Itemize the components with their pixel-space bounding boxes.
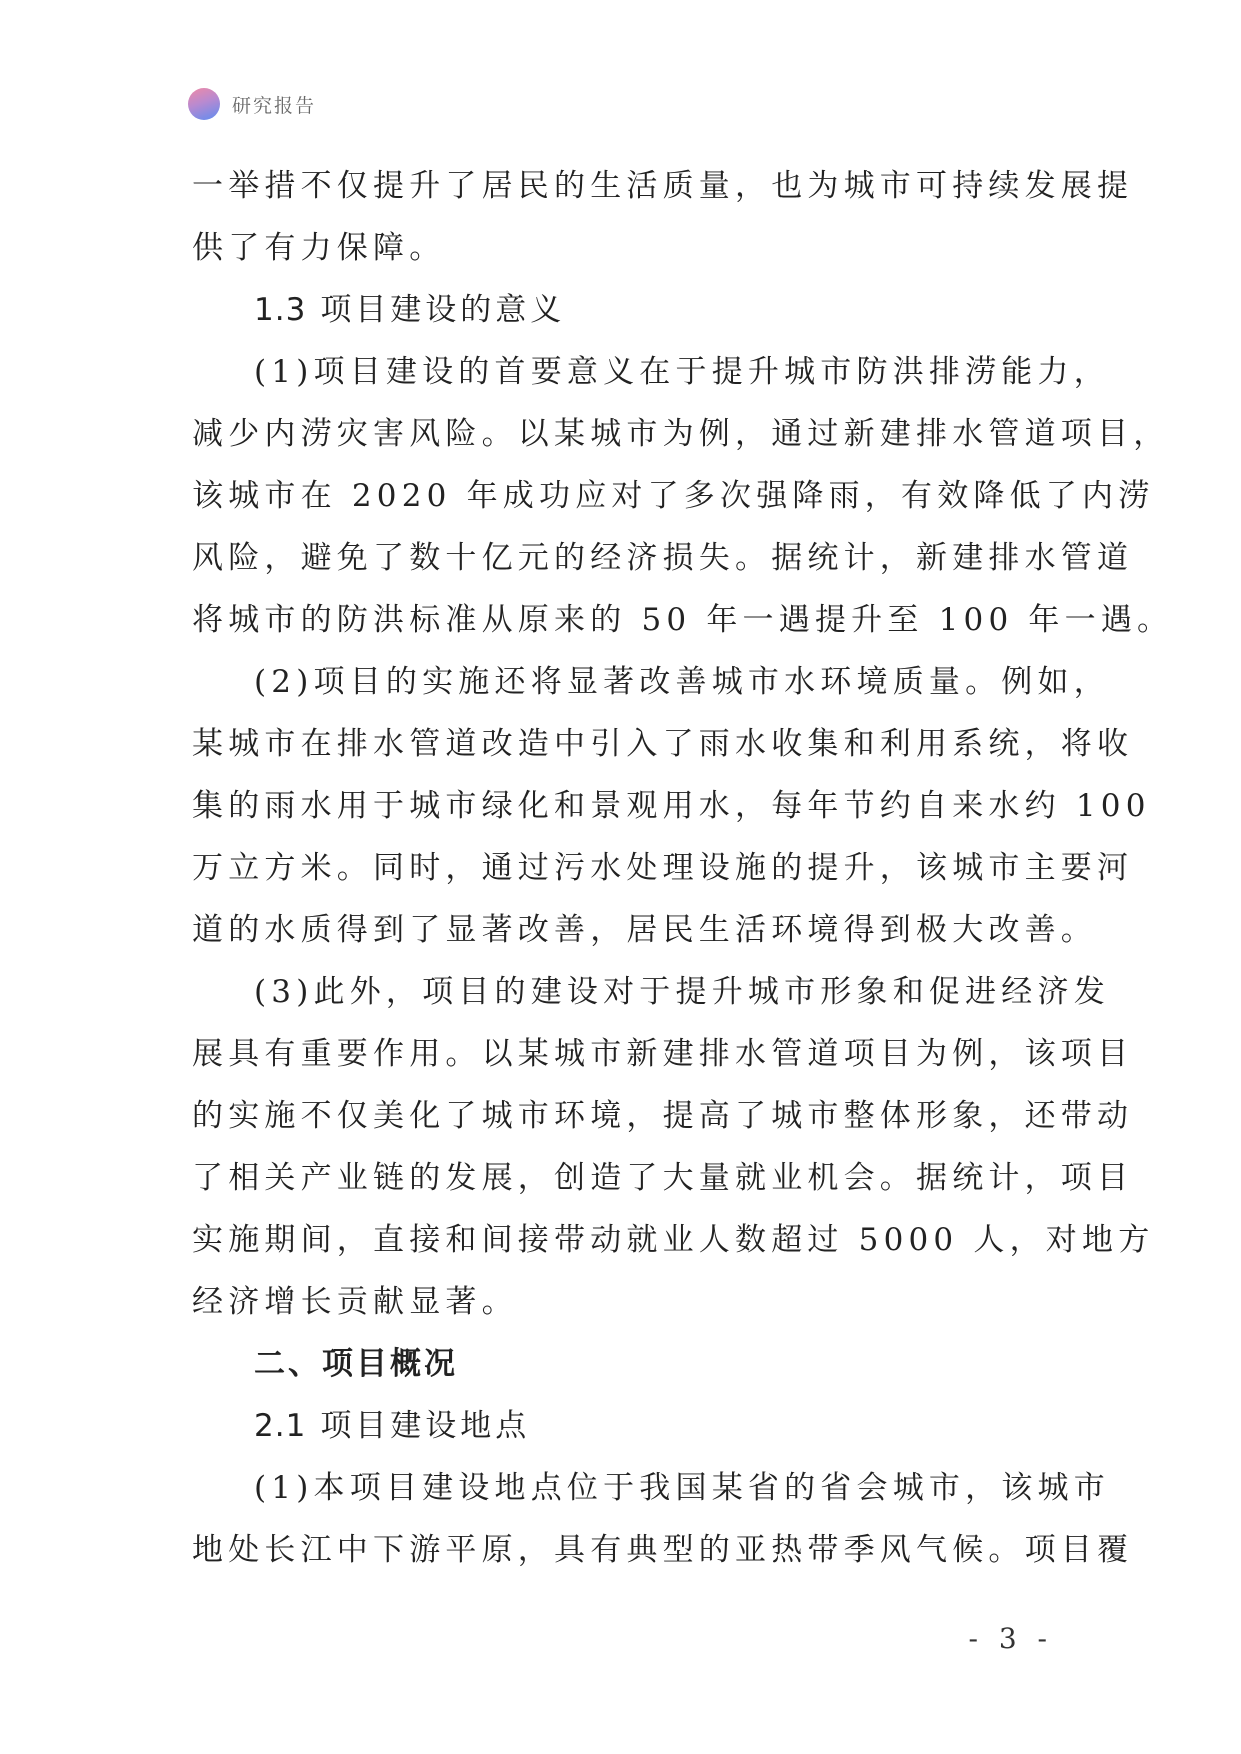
- section-number: 2.1: [254, 1408, 307, 1444]
- header-title: 研究报告: [232, 94, 317, 117]
- paragraph-1: [192, 341, 1174, 651]
- paragraph-2: [192, 651, 1151, 961]
- text-line: 经济增长贡献显著。: [192, 1284, 518, 1320]
- text-line: 了相关产业链的发展，创造了大量就业机会。据统计，项目: [192, 1160, 1134, 1196]
- paragraph-4: [192, 1457, 1134, 1581]
- section-number: 1.3: [254, 292, 307, 328]
- text-line: 供了有力保障。: [192, 230, 446, 266]
- text-line: 展具有重要作用。以某城市新建排水管道项目为例，该项目: [192, 1036, 1134, 1072]
- text-line: 某城市在排水管道改造中引入了雨水收集和利用系统，将收: [192, 726, 1134, 762]
- section-heading-1-3: [192, 279, 1058, 341]
- text-line: 将城市的防洪标准从原来的 50 年一遇提升至 100 年一遇。: [192, 602, 1174, 638]
- text-line: (3)此外，项目的建设对于提升城市形象和促进经济发: [254, 974, 1110, 1010]
- text-line: 该城市在 2020 年成功应对了多次强降雨，有效降低了内涝: [192, 478, 1155, 514]
- text-line: 风险，避免了数十亿元的经济损失。据统计，新建排水管道: [192, 540, 1134, 576]
- paragraph-continuation: [192, 155, 1134, 279]
- text-line: 万立方米。同时，通过污水处理设施的提升，该城市主要河: [192, 850, 1134, 886]
- text-line: 减少内涝灾害风险。以某城市为例，通过新建排水管道项目，: [192, 416, 1170, 452]
- text-line: (1)本项目建设地点位于我国某省的省会城市，该城市: [254, 1470, 1110, 1506]
- chapter-title: 二、项目概况: [254, 1346, 458, 1382]
- text-line: 地处长江中下游平原，具有典型的亚热带季风气候。项目覆: [192, 1532, 1134, 1568]
- logo-circle-icon: [188, 88, 220, 120]
- text-line: 集的雨水用于城市绿化和景观用水，每年节约自来水约 100: [192, 788, 1151, 824]
- section-title: 项目建设的意义: [320, 292, 566, 328]
- section-title: 项目建设地点: [320, 1408, 531, 1444]
- section-heading-2-1: [192, 1395, 1058, 1457]
- page-number: - 3 -: [968, 1622, 1053, 1655]
- page-header: [188, 88, 316, 120]
- paragraph-3: [192, 961, 1155, 1333]
- chapter-heading-2: [192, 1333, 1058, 1395]
- document-body: [192, 155, 1174, 1581]
- text-line: (1)项目建设的首要意义在于提升城市防洪排涝能力，: [254, 354, 1110, 390]
- text-line: 道的水质得到了显著改善，居民生活环境得到极大改善。: [192, 912, 1097, 948]
- text-line: 的实施不仅美化了城市环境，提高了城市整体形象，还带动: [192, 1098, 1134, 1134]
- text-line: (2)项目的实施还将显著改善城市水环境质量。例如，: [254, 664, 1110, 700]
- text-line: 一举措不仅提升了居民的生活质量，也为城市可持续发展提: [192, 168, 1134, 204]
- text-line: 实施期间，直接和间接带动就业人数超过 5000 人，对地方: [192, 1222, 1155, 1258]
